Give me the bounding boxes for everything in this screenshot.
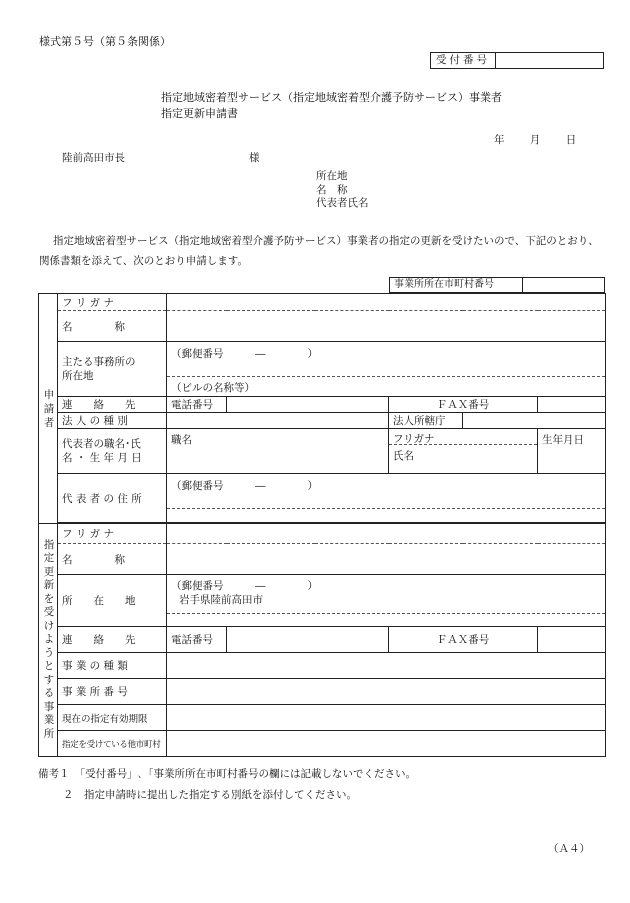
honorific: 様 — [249, 152, 260, 164]
rep-title-label-2: 名 ・ 生 年 月 日 — [62, 452, 142, 464]
application-table — [38, 293, 606, 757]
applicant-name-label: 名 称 — [58, 311, 167, 342]
valid-period-label: 現在の指定有効期限 — [58, 705, 167, 731]
main-office-label-2: 所在地 — [62, 370, 94, 382]
paper-size: （Ａ４） — [548, 843, 590, 855]
corp-type-label: 法 人 の 種 別 — [58, 413, 167, 429]
applicant-block — [316, 170, 436, 211]
date-day: 日 — [565, 134, 577, 146]
applicant-name-label: 名 称 — [316, 183, 348, 196]
facility-furigana-label: フ リ ガ ナ — [58, 524, 167, 544]
receipt-number-label: 受付番号 — [431, 53, 496, 68]
main-office-postal: （郵便番号 ― ） — [171, 348, 318, 360]
main-office-building: （ビルの名称等） — [167, 376, 605, 396]
form-number: 様式第５号（第５条関係） — [39, 35, 171, 48]
applicant-furigana-label: フ リ ガ ナ — [58, 294, 167, 311]
facility-name-field[interactable] — [167, 544, 606, 575]
office-number-field[interactable] — [167, 679, 606, 705]
valid-period-field[interactable] — [167, 705, 606, 731]
corp-office-field[interactable] — [463, 413, 606, 429]
rep-position-label: 職名 — [171, 434, 192, 446]
facility-city: 岩手県陸前高田市 — [179, 594, 263, 606]
note-1: 備考１ 「受付番号」､「事業所所在市町村番号の欄には記載しないでください。 — [38, 768, 416, 780]
other-cities-label: 指定を受けている他市町村 — [58, 731, 167, 757]
municipality-number-label: 事業所所在市町村番号 — [390, 278, 523, 292]
applicant-name-field[interactable] — [167, 311, 606, 342]
addressee: 陸前高田市長 — [62, 152, 125, 164]
rep-birth-field[interactable] — [538, 429, 606, 474]
business-type-field[interactable] — [167, 653, 606, 679]
business-type-label: 事 業 の 種 類 — [58, 653, 167, 679]
main-office-field[interactable] — [167, 342, 606, 397]
municipality-number-box — [389, 277, 605, 293]
rep-furigana-label: フリガナ — [389, 429, 537, 445]
applicant-contact-label: 連 絡 先 — [58, 397, 167, 413]
applicant-fax-label: ＦＡＸ番号 — [389, 397, 538, 413]
facility-contact-label: 連 絡 先 — [58, 627, 167, 653]
facility-phone-label: 電話番号 — [167, 627, 227, 653]
rep-address-postal: （郵便番号 ― ） — [167, 474, 605, 509]
facility-fax-field[interactable] — [538, 627, 606, 653]
body-text: 指定地域密着型サービス（指定地域密着型介護予防サービス）事業者の指定の更新を受けたいので、下記のとおり、関係書類を添えて、次のとおり申請します。 — [39, 235, 599, 267]
main-office-label — [58, 342, 167, 397]
facility-phone-field[interactable] — [227, 627, 389, 653]
rep-position-field[interactable] — [167, 429, 389, 474]
facility-side-label: 指定更新を受けようとする事業所 — [39, 524, 58, 757]
note-2: ２ 指定申請時に提出した指定する別紙を添付してください。 — [63, 789, 357, 801]
date-month: 月 — [529, 134, 541, 146]
facility-location-field[interactable] — [167, 575, 606, 627]
corp-office-label: 法人所轄庁 — [389, 413, 463, 429]
applicant-side-label: 申請者 — [39, 294, 58, 524]
date-year: 年 — [494, 134, 505, 146]
title-line2: 指定更新申請書 — [161, 107, 238, 120]
applicant-rep-label: 代表者氏名 — [316, 197, 369, 209]
facility-name-label: 名 称 — [58, 544, 167, 575]
applicant-furigana-field[interactable] — [167, 294, 606, 311]
other-cities-field[interactable] — [167, 731, 606, 757]
main-office-label-1: 主たる事務所の — [62, 356, 136, 368]
facility-location-label: 所 在 地 — [58, 575, 167, 627]
applicant-phone-field[interactable] — [227, 397, 389, 413]
corp-type-field[interactable] — [167, 413, 389, 429]
receipt-number-box — [430, 52, 604, 69]
applicant-fax-field[interactable] — [538, 397, 606, 413]
date-line — [494, 135, 576, 146]
notes — [38, 764, 598, 806]
rep-birth-label: 生年月日 — [542, 434, 584, 446]
facility-postal: （郵便番号 ― ） — [171, 580, 318, 592]
facility-fax-label: ＦＡＸ番号 — [389, 627, 538, 653]
applicant-phone-label: 電話番号 — [167, 397, 227, 413]
facility-location-content — [167, 575, 605, 614]
applicant-address-label: 所在地 — [316, 170, 348, 182]
rep-name-field[interactable] — [389, 429, 538, 474]
rep-title-label — [58, 429, 167, 474]
rep-name-label: 氏名 — [393, 450, 414, 462]
office-number-label: 事 業 所 番 号 — [58, 679, 167, 705]
title-line1: 指定地域密着型サービス（指定地域密着型介護予防サービス）事業者 — [161, 91, 502, 104]
rep-address-label: 代 表 者 の 住 所 — [58, 474, 167, 523]
rep-title-label-1: 代表者の職名･氏 — [62, 438, 141, 450]
rep-address-field[interactable] — [167, 474, 606, 523]
facility-furigana-field[interactable] — [167, 524, 606, 544]
